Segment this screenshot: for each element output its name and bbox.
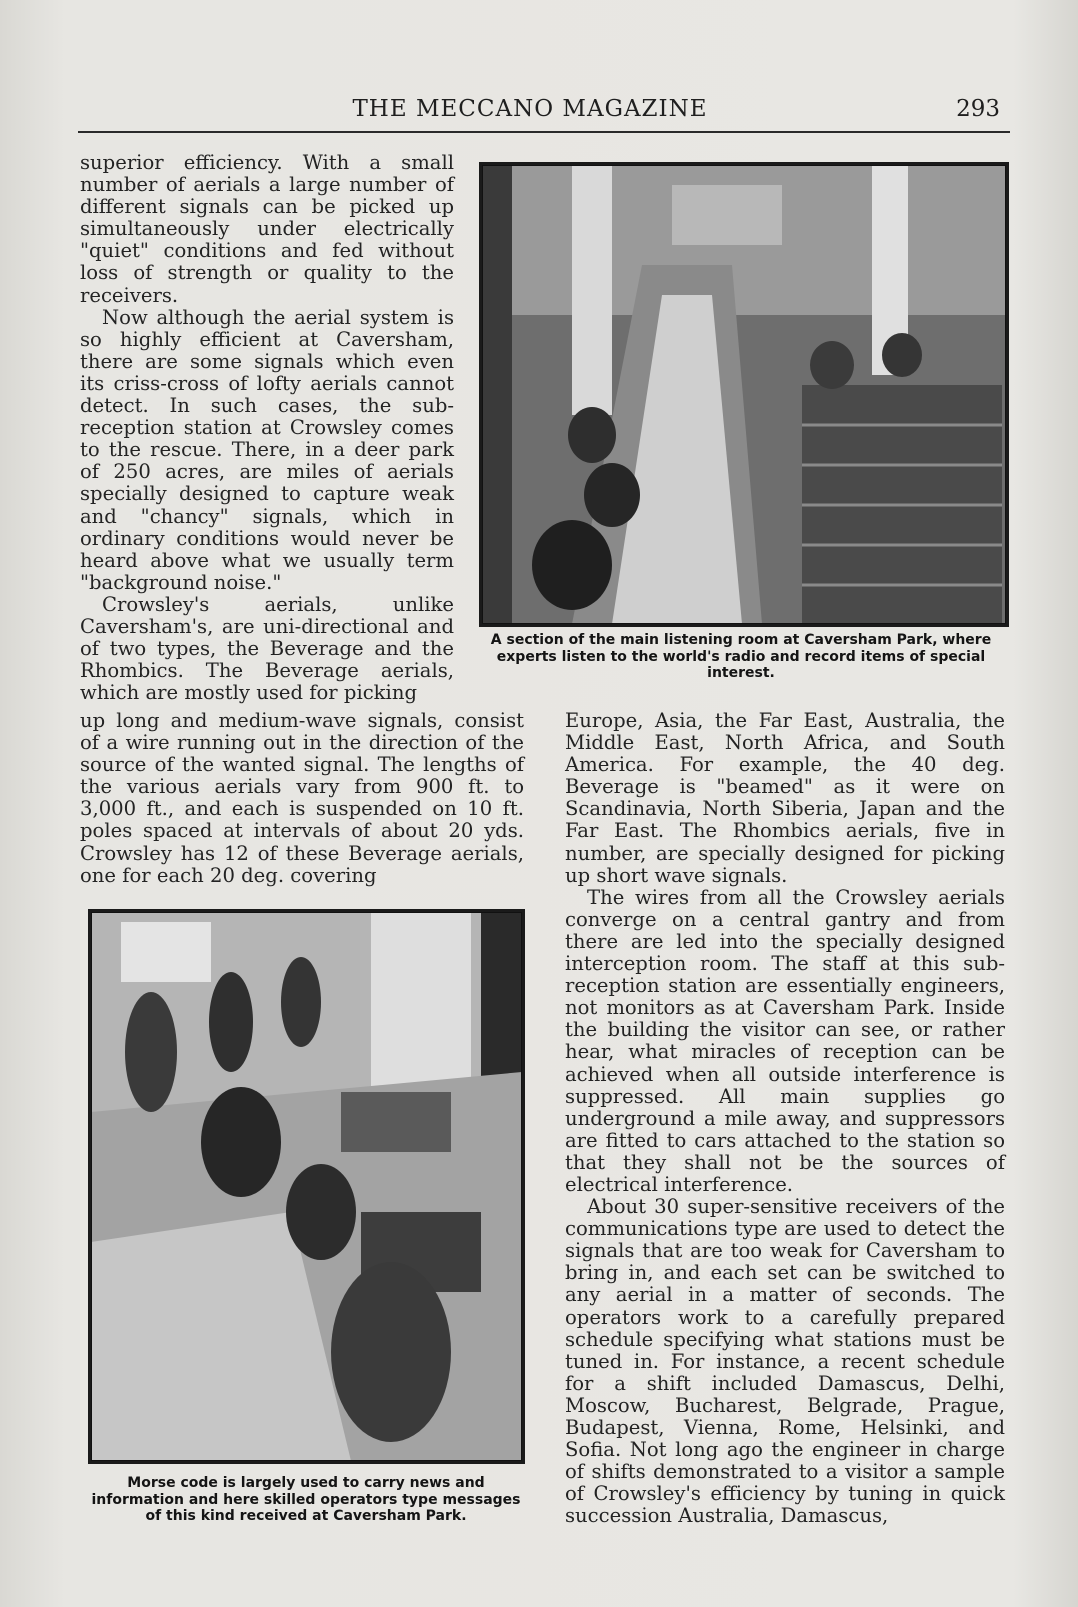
morse-operators-photo	[88, 909, 525, 1464]
paragraph-left-2: Now although the aerial system is so highly efficient at Caversham, there are some signals which even its criss-cross of lofty aerials cannot detect. In such cases, the sub-reception station at Crowsley comes to the rescue. There, in a deer park of 250 acres, are miles of aerials specially designed to capture weak and "chancy" signals, which in ordinary conditions would never be heard above what we usually term "background noise."	[80, 305, 454, 594]
header-rule	[78, 131, 1010, 133]
paragraph-right-2: The wires from all the Crowsley aerials converge on a central gantry and from there are led into the specially designed interception room. The staff at this sub-reception station are essentially engineers, not monitors as at Caversham Park. Inside the building the visitor can see, or rather hear, what miracles of reception can be achieved when all outside interference is suppressed. All main supplies go underground a mile away, and suppressors are fitted to cars attached to the station so that they shall not be the sources of electrical interference.	[565, 885, 1005, 1196]
paragraph-left-4: up long and medium-wave signals, consist of a wire running out in the direction of the source of the wanted signal. The lengths of the various aerials vary from 900 ft. to 3,000 ft., and each is suspended on 10 ft. poles spaced at intervals of about 20 yds. Crowsley has 12 of these Beverage aerials, one for each 20 deg. covering	[80, 709, 524, 887]
paragraph-right-1: Europe, Asia, the Far East, Australia, the Middle East, North Africa, and South America. For example, the 40 deg. Beverage is "beamed" as it were on Scandinavia, North Siberia, Japan and the Far East. The Rhombics aerials, five in number, are specially designed for picking up short wave signals.	[565, 709, 1005, 887]
paragraph-left-1: superior efficiency. With a small number of aerials a large number of different signals can be picked up simultaneously under electrically "quiet" conditions and fed without loss of strength or quality to the receivers.	[80, 151, 454, 307]
listening-room-image	[482, 165, 1006, 624]
morse-operators-caption: Morse code is largely used to carry news and information and here skilled operators type messages of this kind received at Caversham Park.	[91, 1475, 521, 1524]
page-number: 293	[956, 96, 1000, 122]
magazine-title: THE MECCANO MAGAZINE	[352, 96, 708, 122]
column-left-lower	[80, 710, 524, 887]
column-right	[565, 710, 1005, 1527]
listening-room-caption: A section of the main listening room at Caversham Park, where experts listen to the world's radio and record items of special interest.	[490, 632, 992, 681]
column-left-upper	[80, 152, 454, 704]
morse-operators-image	[91, 912, 522, 1461]
paragraph-right-3: About 30 super-sensitive receivers of the communications type are used to detect the signals that are too weak for Caversham to bring in, and each set can be switched to any aerial in a matter of seconds. The operators work to a carefully prepared schedule specifying what stations must be tuned in. For instance, a recent schedule for a shift included Damascus, Delhi, Moscow, Bucharest, Belgrade, Prague, Budapest, Vienna, Rome, Helsinki, and Sofia. Not long ago the engineer in charge of shifts demonstrated to a visitor a sample of Crowsley's efficiency by tuning in quick succession Australia, Damascus,	[565, 1195, 1005, 1528]
paragraph-left-3: Crowsley's aerials, unlike Caversham's, are uni-directional and of two types, the Beverage and the Rhombics. The Beverage aerials, which are mostly used for picking	[80, 592, 454, 705]
listening-room-photo	[479, 162, 1009, 627]
